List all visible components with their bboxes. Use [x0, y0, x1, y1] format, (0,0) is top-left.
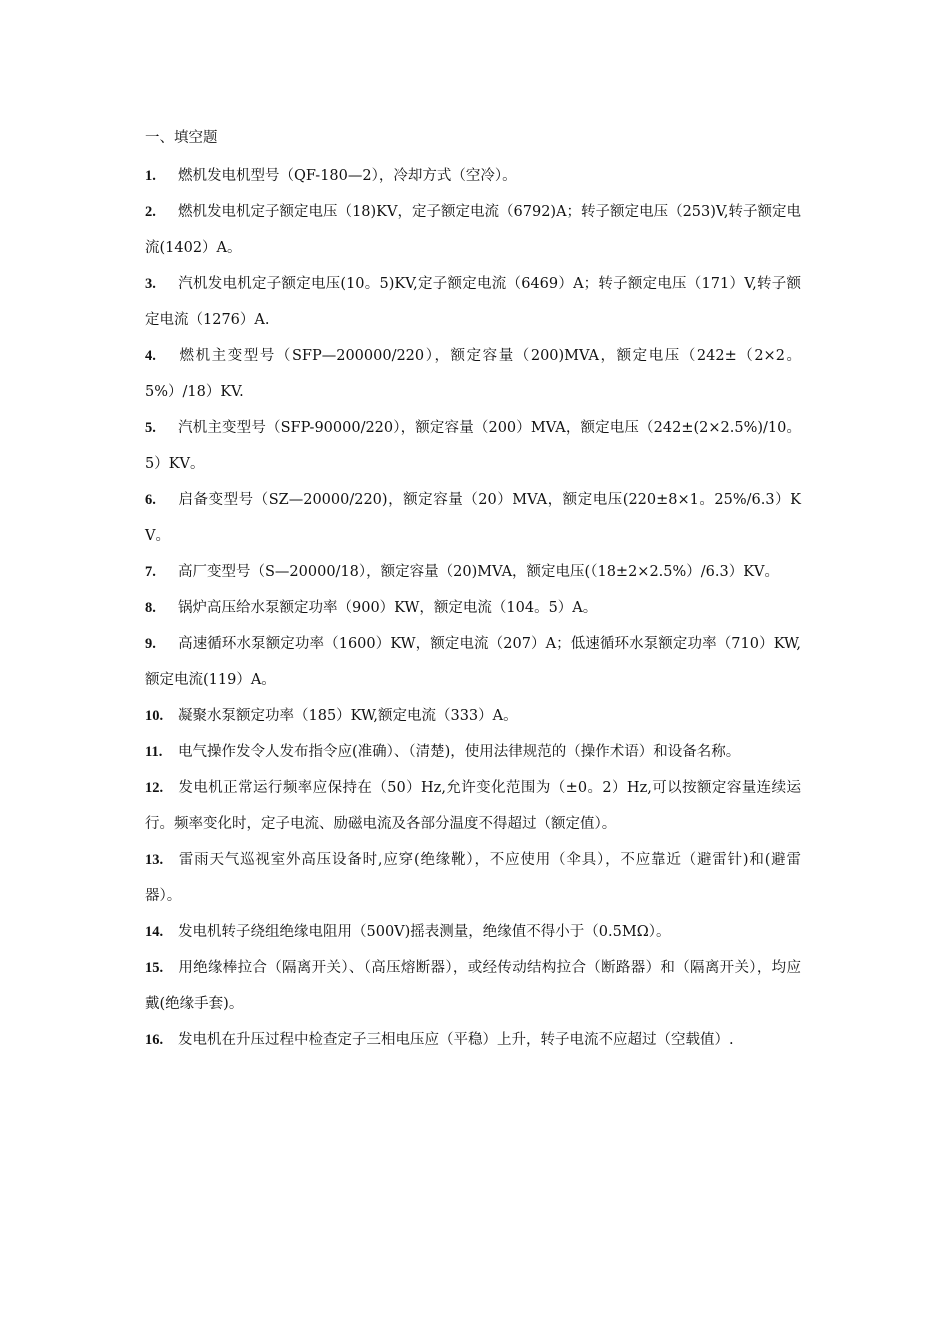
question-item-3	[145, 266, 801, 338]
question-text: 汽机主变型号（SFP-90000/220），额定容量（200）MVA，额定电压（242±(2×2.5%)/10。5）KV。	[145, 420, 801, 472]
question-number: 14.	[145, 924, 164, 940]
question-text: 高速循环水泵额定功率（1600）KW，额定电流（207）A；低速循环水泵额定功率（710）KW,额定电流(119）A。	[145, 636, 801, 688]
question-text: 燃机主变型号（SFP—200000/220），额定容量（200)MVA，额定电压（242±（2×2。5%）/18）KV.	[145, 348, 801, 400]
question-text: 发电机转子绕组绝缘电阻用（500V)摇表测量，绝缘值不得小于（0.5MΩ）。	[178, 924, 671, 940]
question-text: 高厂变型号（S—20000/18），额定容量（20)MVA，额定电压(（18±2×2.5%）/6.3）KV。	[178, 564, 780, 580]
question-text: 凝聚水泵额定功率（185）KW,额定电流（333）A。	[178, 708, 518, 724]
question-number: 12.	[145, 780, 164, 796]
question-text: 启备变型号（SZ—20000/220)，额定容量（20）MVA，额定电压(220±8×1。25%/6.3）KV。	[145, 492, 801, 544]
question-item-14	[145, 914, 801, 950]
question-text: 燃机发电机型号（QF-180—2），冷却方式（空冷）。	[178, 168, 517, 184]
question-number: 11.	[145, 744, 163, 760]
question-text: 燃机发电机定子额定电压（18)KV，定子额定电流（6792)A；转子额定电压（253)V,转子额定电流(1402）A。	[145, 204, 801, 256]
question-number: 2.	[145, 204, 156, 220]
question-number: 3.	[145, 276, 156, 292]
question-number: 7.	[145, 564, 156, 580]
question-item-6	[145, 482, 801, 554]
question-item-10	[145, 698, 801, 734]
document-body	[145, 124, 801, 1058]
question-number: 8.	[145, 600, 156, 616]
question-number: 5.	[145, 420, 156, 436]
question-number: 13.	[145, 852, 164, 868]
question-number: 9.	[145, 636, 156, 652]
question-number: 15.	[145, 960, 164, 976]
question-item-8	[145, 590, 801, 626]
question-item-9	[145, 626, 801, 698]
question-text: 用绝缘棒拉合（隔离开关）、（高压熔断器），或经传动结构拉合（断路器）和（隔离开关），均应戴(绝缘手套)。	[145, 960, 801, 1012]
question-text: 汽机发电机定子额定电压(10。5)KV,定子额定电流（6469）A；转子额定电压（171）V,转子额定电流（1276）A.	[145, 276, 801, 328]
question-item-2	[145, 194, 801, 266]
question-number: 10.	[145, 708, 164, 724]
question-text: 锅炉高压给水泵额定功率（900）KW，额定电流（104。5）A。	[178, 600, 598, 616]
question-item-12	[145, 770, 801, 842]
question-item-4	[145, 338, 801, 410]
question-item-16	[145, 1022, 801, 1058]
question-text: 发电机正常运行频率应保持在（50）Hz,允许变化范围为（±0。2）Hz,可以按额定容量连续运行。频率变化时，定子电流、励磁电流及各部分温度不得超过（额定值）。	[145, 780, 801, 832]
question-text: 雷雨天气巡视室外高压设备时,应穿(绝缘靴），不应使用（伞具），不应靠近（避雷针)和(避雷器）。	[145, 852, 801, 904]
question-text: 电气操作发令人发布指令应(准确）、（清楚)，使用法律规范的（操作术语）和设备名称。	[178, 744, 741, 760]
section-title: 一、填空题	[145, 130, 218, 146]
question-number: 16.	[145, 1032, 164, 1048]
question-item-15	[145, 950, 801, 1022]
question-item-5	[145, 410, 801, 482]
question-text: 发电机在升压过程中检查定子三相电压应（平稳）上升，转子电流不应超过（空载值）.	[178, 1032, 734, 1048]
question-number: 4.	[145, 348, 156, 364]
question-number: 6.	[145, 492, 156, 508]
question-item-11	[145, 734, 801, 770]
question-item-1	[145, 158, 801, 194]
question-item-7	[145, 554, 801, 590]
question-item-13	[145, 842, 801, 914]
question-number: 1.	[145, 168, 156, 184]
